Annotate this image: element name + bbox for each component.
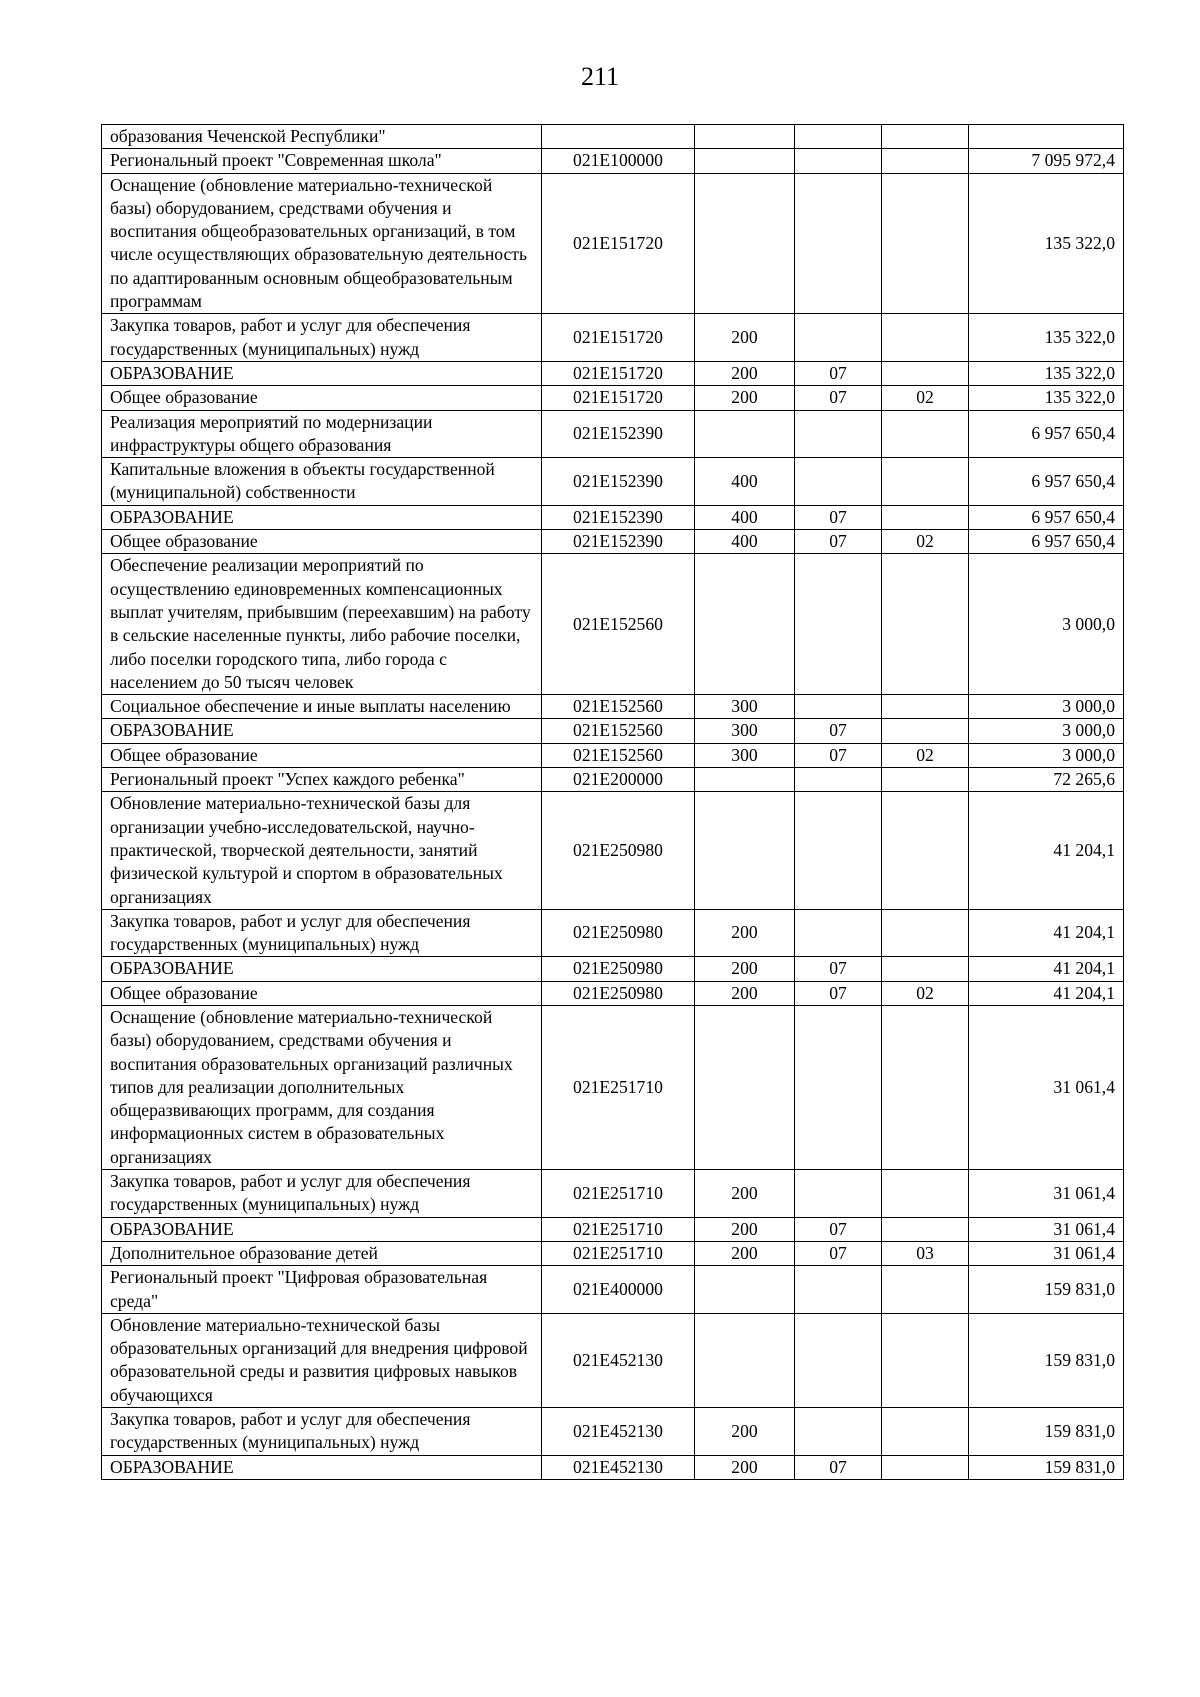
- section-cell: [795, 314, 882, 362]
- expense-type-cell: [695, 173, 795, 314]
- target-code-cell: 021E152390: [542, 505, 695, 529]
- table-row: [102, 410, 1124, 458]
- section-cell: 07: [795, 386, 882, 410]
- item-name-cell: Общее образование: [102, 743, 542, 767]
- subsection-cell: [882, 1266, 969, 1314]
- item-name-cell: Общее образование: [102, 386, 542, 410]
- subsection-cell: [882, 1313, 969, 1407]
- table-row: [102, 361, 1124, 385]
- amount-cell: 41 204,1: [969, 909, 1124, 957]
- target-code-cell: 021E250980: [542, 957, 695, 981]
- expense-type-cell: 300: [695, 743, 795, 767]
- expense-type-cell: 200: [695, 1241, 795, 1265]
- table-row: [102, 792, 1124, 909]
- subsection-cell: 03: [882, 1241, 969, 1265]
- subsection-cell: [882, 458, 969, 506]
- target-code-cell: 021E152390: [542, 530, 695, 554]
- amount-cell: 31 061,4: [969, 1005, 1124, 1169]
- subsection-cell: [882, 768, 969, 792]
- amount-cell: 6 957 650,4: [969, 410, 1124, 458]
- expense-type-cell: [695, 149, 795, 173]
- item-name-cell: Закупка товаров, работ и услуг для обеспечения государственных (муниципальных) нужд: [102, 1170, 542, 1218]
- section-cell: [795, 909, 882, 957]
- table-body: [102, 125, 1124, 1480]
- table-row: [102, 1005, 1124, 1169]
- table-row: [102, 1455, 1124, 1479]
- section-cell: [795, 1408, 882, 1456]
- subsection-cell: [882, 1455, 969, 1479]
- target-code-cell: 021E452130: [542, 1313, 695, 1407]
- expense-type-cell: [695, 554, 795, 695]
- expense-type-cell: 200: [695, 1217, 795, 1241]
- subsection-cell: [882, 719, 969, 743]
- table-row: [102, 719, 1124, 743]
- table-row: [102, 768, 1124, 792]
- target-code-cell: 021E200000: [542, 768, 695, 792]
- subsection-cell: [882, 957, 969, 981]
- item-name-cell: ОБРАЗОВАНИЕ: [102, 957, 542, 981]
- amount-cell: 41 204,1: [969, 792, 1124, 909]
- section-cell: [795, 410, 882, 458]
- amount-cell: 31 061,4: [969, 1170, 1124, 1218]
- item-name-cell: ОБРАЗОВАНИЕ: [102, 361, 542, 385]
- amount-cell: 3 000,0: [969, 695, 1124, 719]
- table-row: [102, 530, 1124, 554]
- section-cell: 07: [795, 1455, 882, 1479]
- section-cell: 07: [795, 1241, 882, 1265]
- item-name-cell: Общее образование: [102, 530, 542, 554]
- table-row: [102, 981, 1124, 1005]
- expense-type-cell: 200: [695, 1408, 795, 1456]
- expense-type-cell: 200: [695, 1455, 795, 1479]
- subsection-cell: [882, 361, 969, 385]
- target-code-cell: 021E151720: [542, 173, 695, 314]
- expense-type-cell: [695, 1266, 795, 1314]
- expense-type-cell: 200: [695, 981, 795, 1005]
- expense-type-cell: 200: [695, 1170, 795, 1218]
- target-code-cell: 021E152560: [542, 695, 695, 719]
- expense-type-cell: 400: [695, 505, 795, 529]
- table-row: [102, 1170, 1124, 1218]
- amount-cell: 6 957 650,4: [969, 458, 1124, 506]
- section-cell: [795, 1005, 882, 1169]
- amount-cell: 135 322,0: [969, 386, 1124, 410]
- target-code-cell: 021E152560: [542, 554, 695, 695]
- expense-type-cell: 400: [695, 530, 795, 554]
- subsection-cell: [882, 1217, 969, 1241]
- amount-cell: 135 322,0: [969, 361, 1124, 385]
- item-name-cell: Региональный проект "Современная школа": [102, 149, 542, 173]
- target-code-cell: 021E250980: [542, 981, 695, 1005]
- table-row: [102, 909, 1124, 957]
- item-name-cell: Общее образование: [102, 981, 542, 1005]
- section-cell: [795, 458, 882, 506]
- subsection-cell: [882, 1170, 969, 1218]
- item-name-cell: ОБРАЗОВАНИЕ: [102, 1455, 542, 1479]
- expense-type-cell: 200: [695, 909, 795, 957]
- budget-table: [101, 124, 1124, 1480]
- target-code-cell: 021E251710: [542, 1170, 695, 1218]
- item-name-cell: Оснащение (обновление материально-технической базы) оборудованием, средствами обучения и воспитания образовательных организаций различных типов для реализации дополнительных общеразвивающих программ, для создания информационных систем в образовательных организациях: [102, 1005, 542, 1169]
- expense-type-cell: 300: [695, 695, 795, 719]
- item-name-cell: Региональный проект "Цифровая образовательная среда": [102, 1266, 542, 1314]
- subsection-cell: [882, 1005, 969, 1169]
- amount-cell: 135 322,0: [969, 314, 1124, 362]
- table-row: [102, 505, 1124, 529]
- expense-type-cell: [695, 1005, 795, 1169]
- target-code-cell: 021E250980: [542, 909, 695, 957]
- table-row: [102, 314, 1124, 362]
- section-cell: 07: [795, 719, 882, 743]
- section-cell: 07: [795, 981, 882, 1005]
- target-code-cell: 021E151720: [542, 361, 695, 385]
- item-name-cell: Оснащение (обновление материально-технической базы) оборудованием, средствами обучения и воспитания общеобразовательных организаций, в том числе осуществляющих образовательную деятельность по адаптированным основным общеобразовательным программам: [102, 173, 542, 314]
- section-cell: [795, 792, 882, 909]
- target-code-cell: 021E400000: [542, 1266, 695, 1314]
- section-cell: [795, 1266, 882, 1314]
- target-code-cell: 021E452130: [542, 1455, 695, 1479]
- target-code-cell: 021E250980: [542, 792, 695, 909]
- section-cell: [795, 173, 882, 314]
- expense-type-cell: 400: [695, 458, 795, 506]
- item-name-cell: Реализация мероприятий по модернизации инфраструктуры общего образования: [102, 410, 542, 458]
- item-name-cell: Обновление материально-технической базы для организации учебно-исследовательской, научно-практической, творческой деятельности, занятий физической культурой и спортом в образовательных организациях: [102, 792, 542, 909]
- amount-cell: 159 831,0: [969, 1455, 1124, 1479]
- amount-cell: 3 000,0: [969, 719, 1124, 743]
- expense-type-cell: [695, 1313, 795, 1407]
- target-code-cell: 021E151720: [542, 314, 695, 362]
- target-code-cell: 021E152560: [542, 719, 695, 743]
- item-name-cell: ОБРАЗОВАНИЕ: [102, 1217, 542, 1241]
- section-cell: 07: [795, 505, 882, 529]
- section-cell: [795, 125, 882, 149]
- expense-type-cell: 200: [695, 361, 795, 385]
- table-row: [102, 1217, 1124, 1241]
- section-cell: 07: [795, 1217, 882, 1241]
- table-row: [102, 125, 1124, 149]
- target-code-cell: 021E151720: [542, 386, 695, 410]
- table-row: [102, 149, 1124, 173]
- subsection-cell: [882, 554, 969, 695]
- target-code-cell: 021E452130: [542, 1408, 695, 1456]
- amount-cell: 159 831,0: [969, 1313, 1124, 1407]
- item-name-cell: Закупка товаров, работ и услуг для обеспечения государственных (муниципальных) нужд: [102, 909, 542, 957]
- amount-cell: 159 831,0: [969, 1266, 1124, 1314]
- expense-type-cell: 200: [695, 957, 795, 981]
- table-row: [102, 173, 1124, 314]
- table-row: [102, 458, 1124, 506]
- table-row: [102, 957, 1124, 981]
- subsection-cell: [882, 695, 969, 719]
- target-code-cell: 021E100000: [542, 149, 695, 173]
- table-row: [102, 386, 1124, 410]
- target-code-cell: 021E251710: [542, 1241, 695, 1265]
- section-cell: 07: [795, 530, 882, 554]
- item-name-cell: Обновление материально-технической базы образовательных организаций для внедрения цифровой образовательной среды и развития цифровых навыков обучающихся: [102, 1313, 542, 1407]
- expense-type-cell: [695, 768, 795, 792]
- item-name-cell: Социальное обеспечение и иные выплаты населению: [102, 695, 542, 719]
- section-cell: [795, 1170, 882, 1218]
- section-cell: [795, 554, 882, 695]
- item-name-cell: Обеспечение реализации мероприятий по осуществлению единовременных компенсационных выплат учителям, прибывшим (переехавшим) на работу в сельские населенные пункты, либо рабочие поселки, либо поселки городского типа, либо города с населением до 50 тысяч человек: [102, 554, 542, 695]
- amount-cell: 72 265,6: [969, 768, 1124, 792]
- expense-type-cell: 300: [695, 719, 795, 743]
- item-name-cell: ОБРАЗОВАНИЕ: [102, 719, 542, 743]
- subsection-cell: [882, 792, 969, 909]
- target-code-cell: 021E152390: [542, 410, 695, 458]
- subsection-cell: 02: [882, 530, 969, 554]
- subsection-cell: 02: [882, 386, 969, 410]
- target-code-cell: 021E152560: [542, 743, 695, 767]
- subsection-cell: [882, 125, 969, 149]
- subsection-cell: 02: [882, 743, 969, 767]
- amount-cell: 41 204,1: [969, 981, 1124, 1005]
- amount-cell: 3 000,0: [969, 743, 1124, 767]
- page-number: 211: [580, 62, 620, 91]
- amount-cell: 41 204,1: [969, 957, 1124, 981]
- table-row: [102, 1408, 1124, 1456]
- target-code-cell: 021E251710: [542, 1217, 695, 1241]
- section-cell: [795, 768, 882, 792]
- item-name-cell: Закупка товаров, работ и услуг для обеспечения государственных (муниципальных) нужд: [102, 314, 542, 362]
- target-code-cell: [542, 125, 695, 149]
- target-code-cell: 021E251710: [542, 1005, 695, 1169]
- table-row: [102, 695, 1124, 719]
- item-name-cell: Региональный проект "Успех каждого ребенка": [102, 768, 542, 792]
- subsection-cell: [882, 149, 969, 173]
- table-row: [102, 1241, 1124, 1265]
- item-name-cell: ОБРАЗОВАНИЕ: [102, 505, 542, 529]
- subsection-cell: 02: [882, 981, 969, 1005]
- table-row: [102, 554, 1124, 695]
- amount-cell: 6 957 650,4: [969, 505, 1124, 529]
- table-row: [102, 1313, 1124, 1407]
- subsection-cell: [882, 1408, 969, 1456]
- amount-cell: 159 831,0: [969, 1408, 1124, 1456]
- subsection-cell: [882, 505, 969, 529]
- expense-type-cell: 200: [695, 314, 795, 362]
- expense-type-cell: 200: [695, 386, 795, 410]
- table-row: [102, 1266, 1124, 1314]
- section-cell: [795, 1313, 882, 1407]
- amount-cell: 6 957 650,4: [969, 530, 1124, 554]
- section-cell: [795, 149, 882, 173]
- amount-cell: 31 061,4: [969, 1217, 1124, 1241]
- item-name-cell: Закупка товаров, работ и услуг для обеспечения государственных (муниципальных) нужд: [102, 1408, 542, 1456]
- expense-type-cell: [695, 125, 795, 149]
- item-name-cell: образования Чеченской Республики": [102, 125, 542, 149]
- amount-cell: 3 000,0: [969, 554, 1124, 695]
- amount-cell: 7 095 972,4: [969, 149, 1124, 173]
- section-cell: 07: [795, 743, 882, 767]
- subsection-cell: [882, 173, 969, 314]
- section-cell: 07: [795, 957, 882, 981]
- subsection-cell: [882, 410, 969, 458]
- table-row: [102, 743, 1124, 767]
- item-name-cell: Дополнительное образование детей: [102, 1241, 542, 1265]
- amount-cell: 31 061,4: [969, 1241, 1124, 1265]
- subsection-cell: [882, 909, 969, 957]
- item-name-cell: Капитальные вложения в объекты государственной (муниципальной) собственности: [102, 458, 542, 506]
- section-cell: 07: [795, 361, 882, 385]
- subsection-cell: [882, 314, 969, 362]
- amount-cell: 135 322,0: [969, 173, 1124, 314]
- expense-type-cell: [695, 792, 795, 909]
- expense-type-cell: [695, 410, 795, 458]
- section-cell: [795, 695, 882, 719]
- target-code-cell: 021E152390: [542, 458, 695, 506]
- amount-cell: [969, 125, 1124, 149]
